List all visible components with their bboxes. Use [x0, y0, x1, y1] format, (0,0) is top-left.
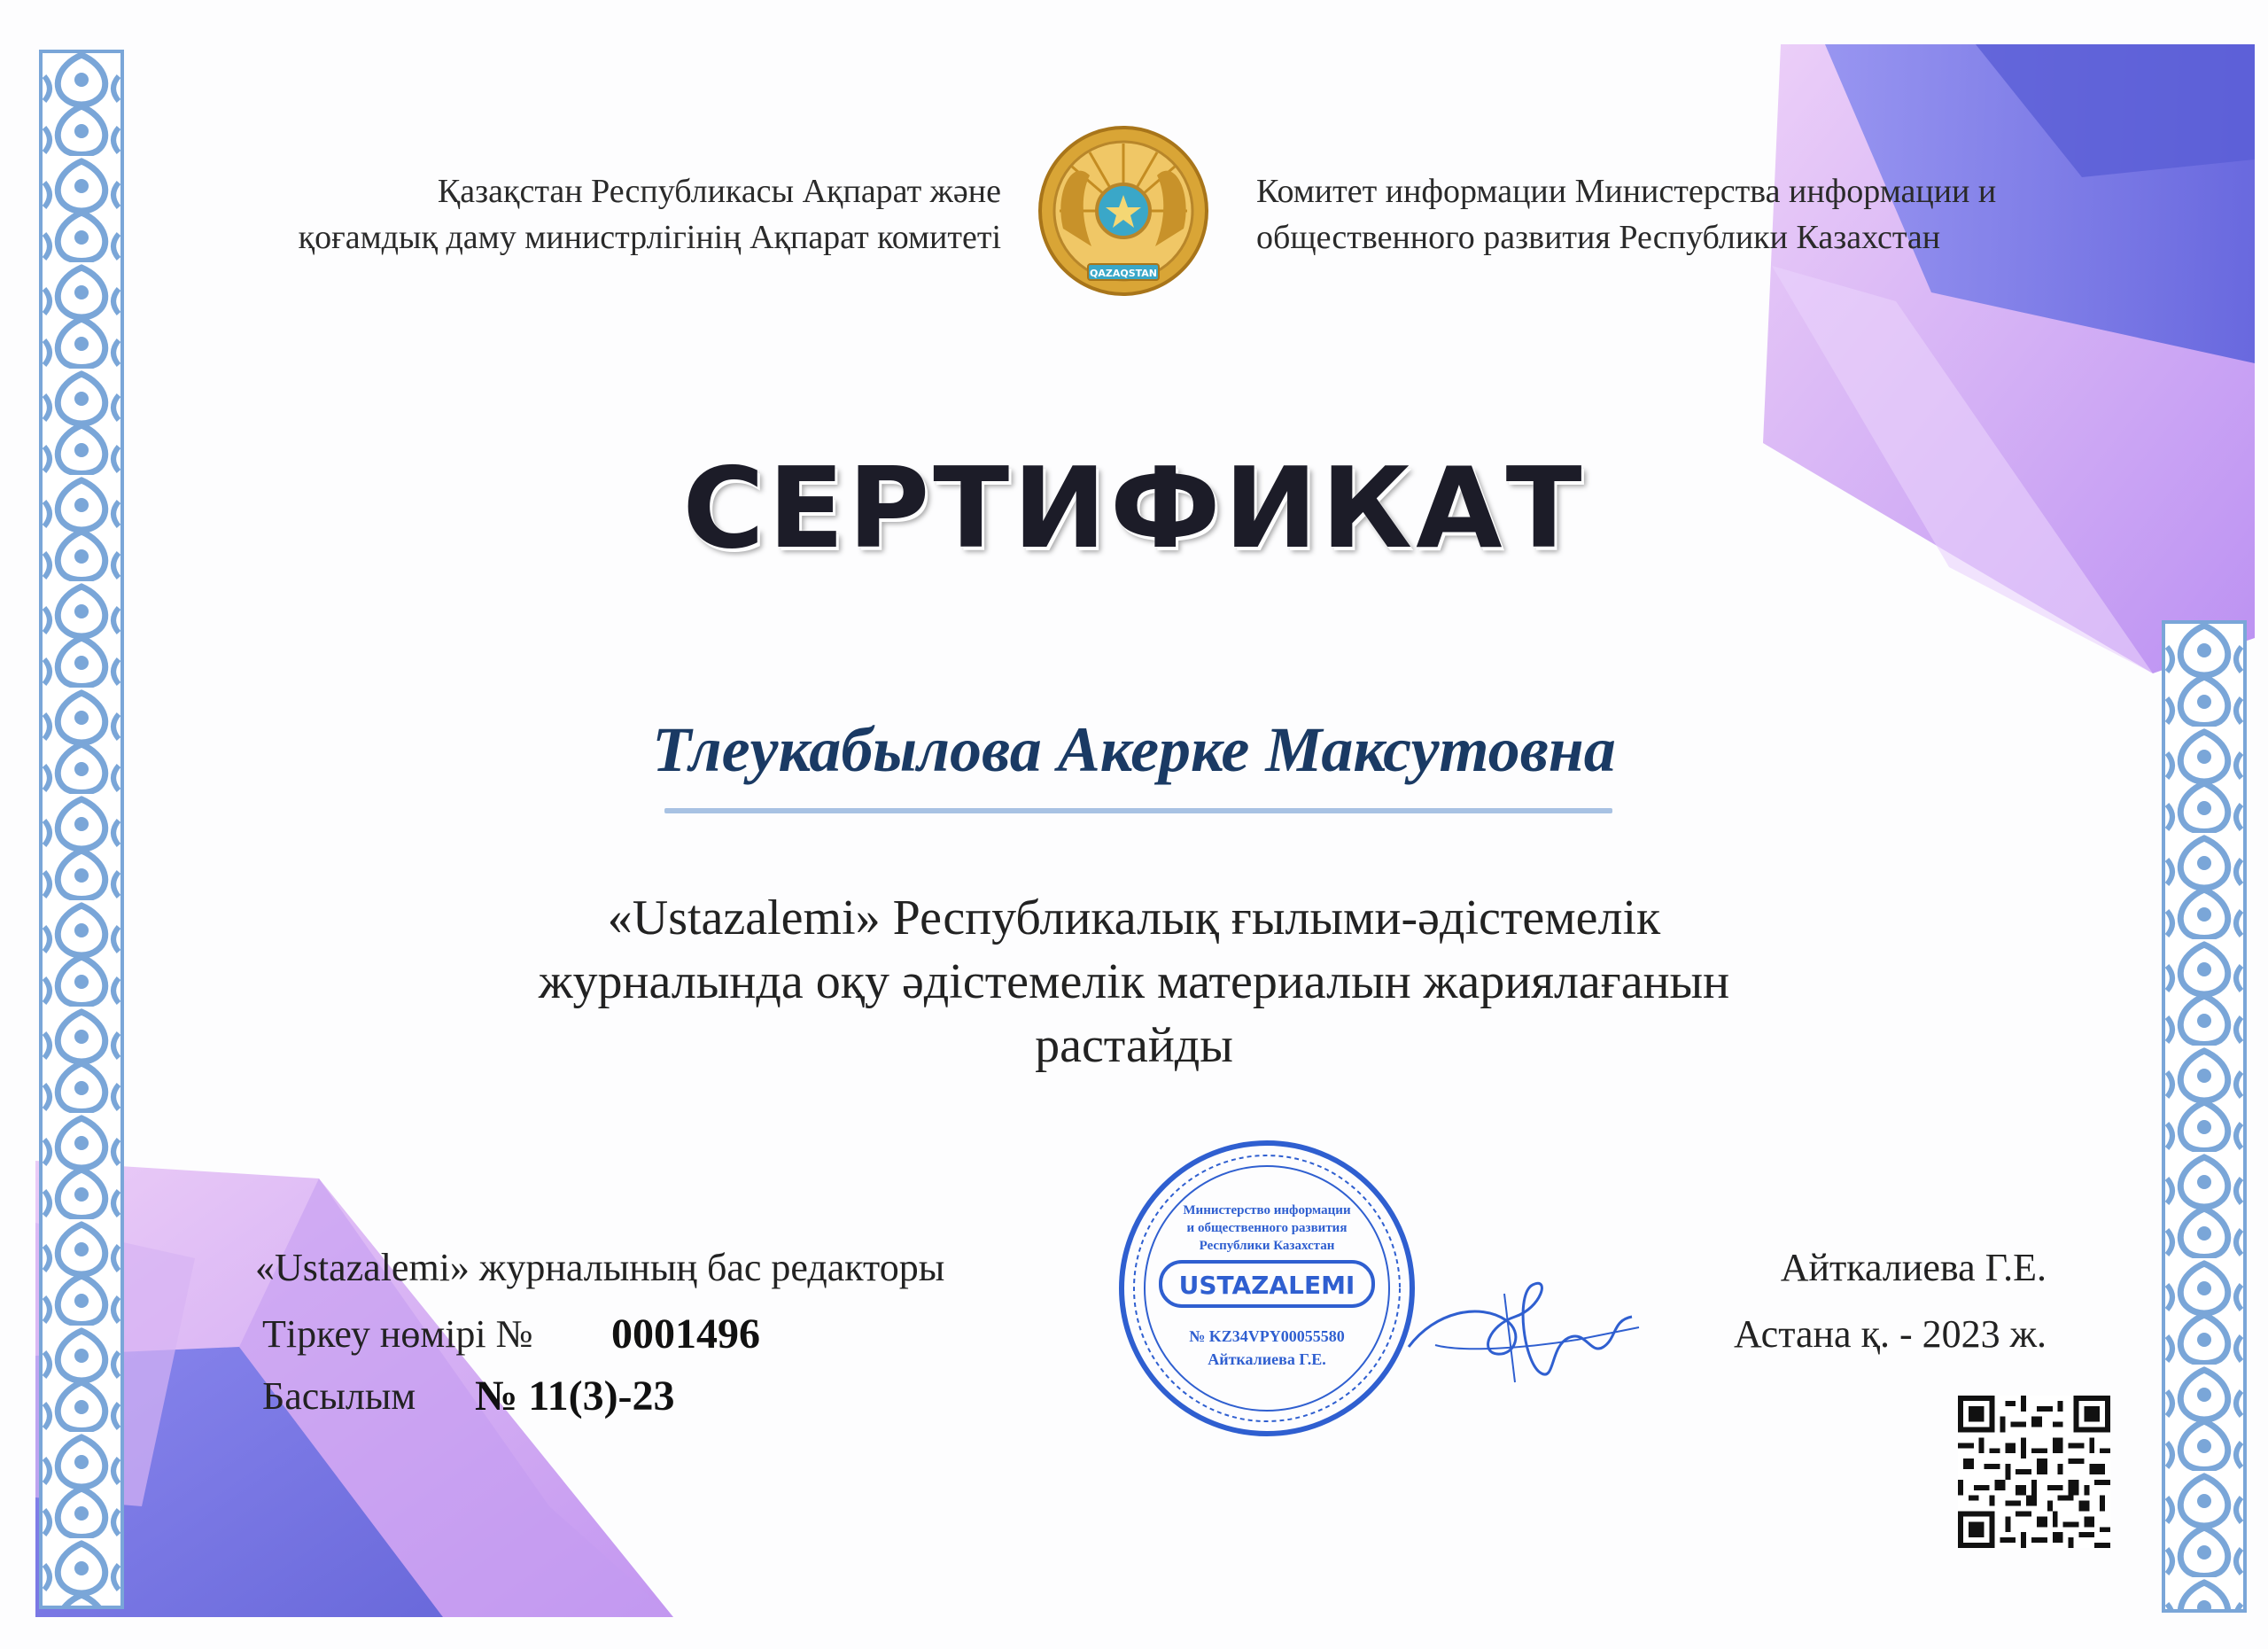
certificate-title: СЕРТИФИКАТ [682, 443, 1586, 573]
header-right-line2: общественного развития Республики Казахстан [1256, 219, 1941, 256]
body-line1: «Ustazalemi» Республикалық ғылыми-әдістемелік [607, 891, 1661, 945]
issue-label: Басылым [262, 1374, 416, 1418]
body-line3: растайды [1035, 1018, 1233, 1073]
header-left-line1: Қазақстан Республикасы Ақпарат және [437, 173, 1001, 210]
editor-name: Айткалиева Г.Е. [1780, 1246, 2047, 1289]
stamp-line1: Министерство информации [1183, 1203, 1351, 1217]
stamp-brand: USTAZALEMI [1178, 1271, 1355, 1300]
header-right-line1: Комитет информации Министерства информации и [1256, 173, 1997, 210]
issue-number: № 11(3)-23 [475, 1373, 675, 1420]
official-stamp [1115, 1136, 1419, 1441]
stamp-line2: и общественного развития [1186, 1221, 1348, 1235]
registration-number: 0001496 [611, 1311, 760, 1357]
stamp-line3: Республики Казахстан [1199, 1239, 1335, 1253]
left-ornament-border [39, 50, 124, 1609]
header-left-line2: қоғамдық даму министрлігінің Ақпарат комитеті [298, 219, 1001, 256]
kazakhstan-state-emblem-icon [1037, 122, 1210, 308]
city-year: Астана қ. - 2023 ж. [1733, 1312, 2047, 1356]
name-underline [664, 808, 1612, 813]
header-left-text [133, 168, 1001, 261]
certificate-body [372, 886, 1896, 1077]
qr-code-icon[interactable] [1958, 1396, 2110, 1548]
editor-label: «Ustazalemi» журналының бас редакторы [255, 1246, 945, 1289]
body-line2: журналында оқу әдістемелік материалын жариялағанын [538, 954, 1730, 1009]
stamp-name: Айткалиева Г.Е. [1208, 1350, 1326, 1368]
stamp-number: № KZ34VPY00055580 [1189, 1327, 1345, 1345]
registration-label: Тіркеу нөмірі № [262, 1312, 533, 1356]
header-right-text [1256, 168, 2107, 261]
right-ornament-border [2162, 620, 2247, 1613]
emblem-text: QAZAQSTAN [1090, 268, 1157, 279]
recipient-name: Тлеукабылова Акерке Максутовна [652, 714, 1616, 785]
